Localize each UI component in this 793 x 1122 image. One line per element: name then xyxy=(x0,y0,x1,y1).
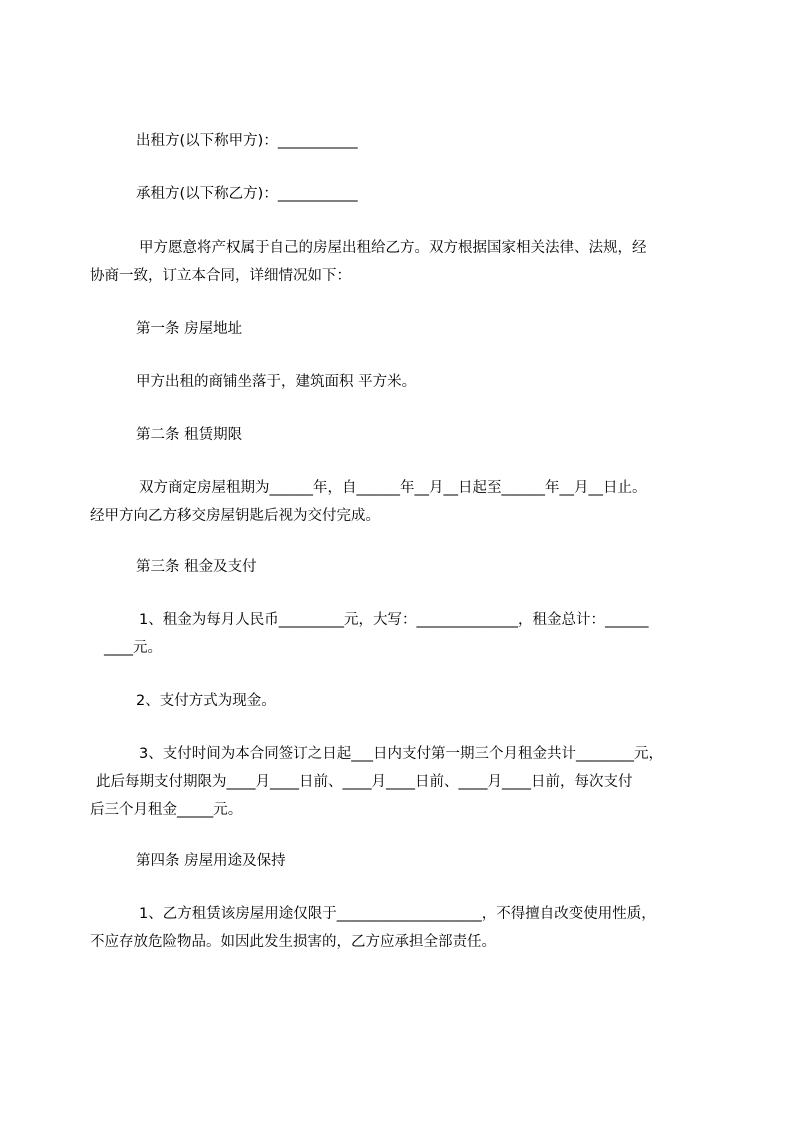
article-4-title: 第四条 房屋用途及保持 xyxy=(136,853,286,869)
article-3-item-3-line-3: 后三个月租金_____元。 xyxy=(90,802,243,818)
intro-line-2: 协商一致，订立本合同，详细情况如下： xyxy=(90,268,351,284)
lessor-line: 出租方(以下称甲方)：___________ xyxy=(136,133,358,149)
article-2-line-1: 双方商定房屋租期为______年，自______年__月__日起至______年__月__日止。 xyxy=(139,480,647,496)
article-3-item-1-line-1: 1、租金为每月人民币_________元，大写：______________，租金总计：______ xyxy=(139,612,649,628)
article-4-item-1-line-1: 1、乙方租赁该房屋用途仅限于____________________，不得擅自改变使用性质， xyxy=(139,906,656,922)
article-3-item-2: 2、支付方式为现金。 xyxy=(136,693,276,709)
article-1-title: 第一条 房屋地址 xyxy=(136,321,243,337)
lessee-line: 承租方(以下称乙方)：___________ xyxy=(136,186,358,202)
article-2-title: 第二条 租赁期限 xyxy=(136,427,243,443)
article-4-item-1-line-2: 不应存放危险物品。如因此发生损害的，乙方应承担全部责任。 xyxy=(90,934,496,950)
article-1-text: 甲方出租的商铺坐落于，建筑面积 平方米。 xyxy=(136,374,417,390)
article-3-title: 第三条 租金及支付 xyxy=(136,559,257,575)
article-2-line-2: 经甲方向乙方移交房屋钥匙后视为交付完成。 xyxy=(90,508,380,524)
article-3-item-1-line-2: ____元。 xyxy=(104,640,162,656)
article-3-item-3-line-2: 此后每期支付期限为____月____日前、____月____日前、____月____日前，每次支付 xyxy=(96,774,633,790)
article-3-item-3-line-1: 3、支付时间为本合同签订之日起___日内支付第一期三个月租金共计________元， xyxy=(139,746,663,762)
intro-line-1: 甲方愿意将产权属于自己的房屋出租给乙方。双方根据国家相关法律、法规，经 xyxy=(139,240,647,256)
